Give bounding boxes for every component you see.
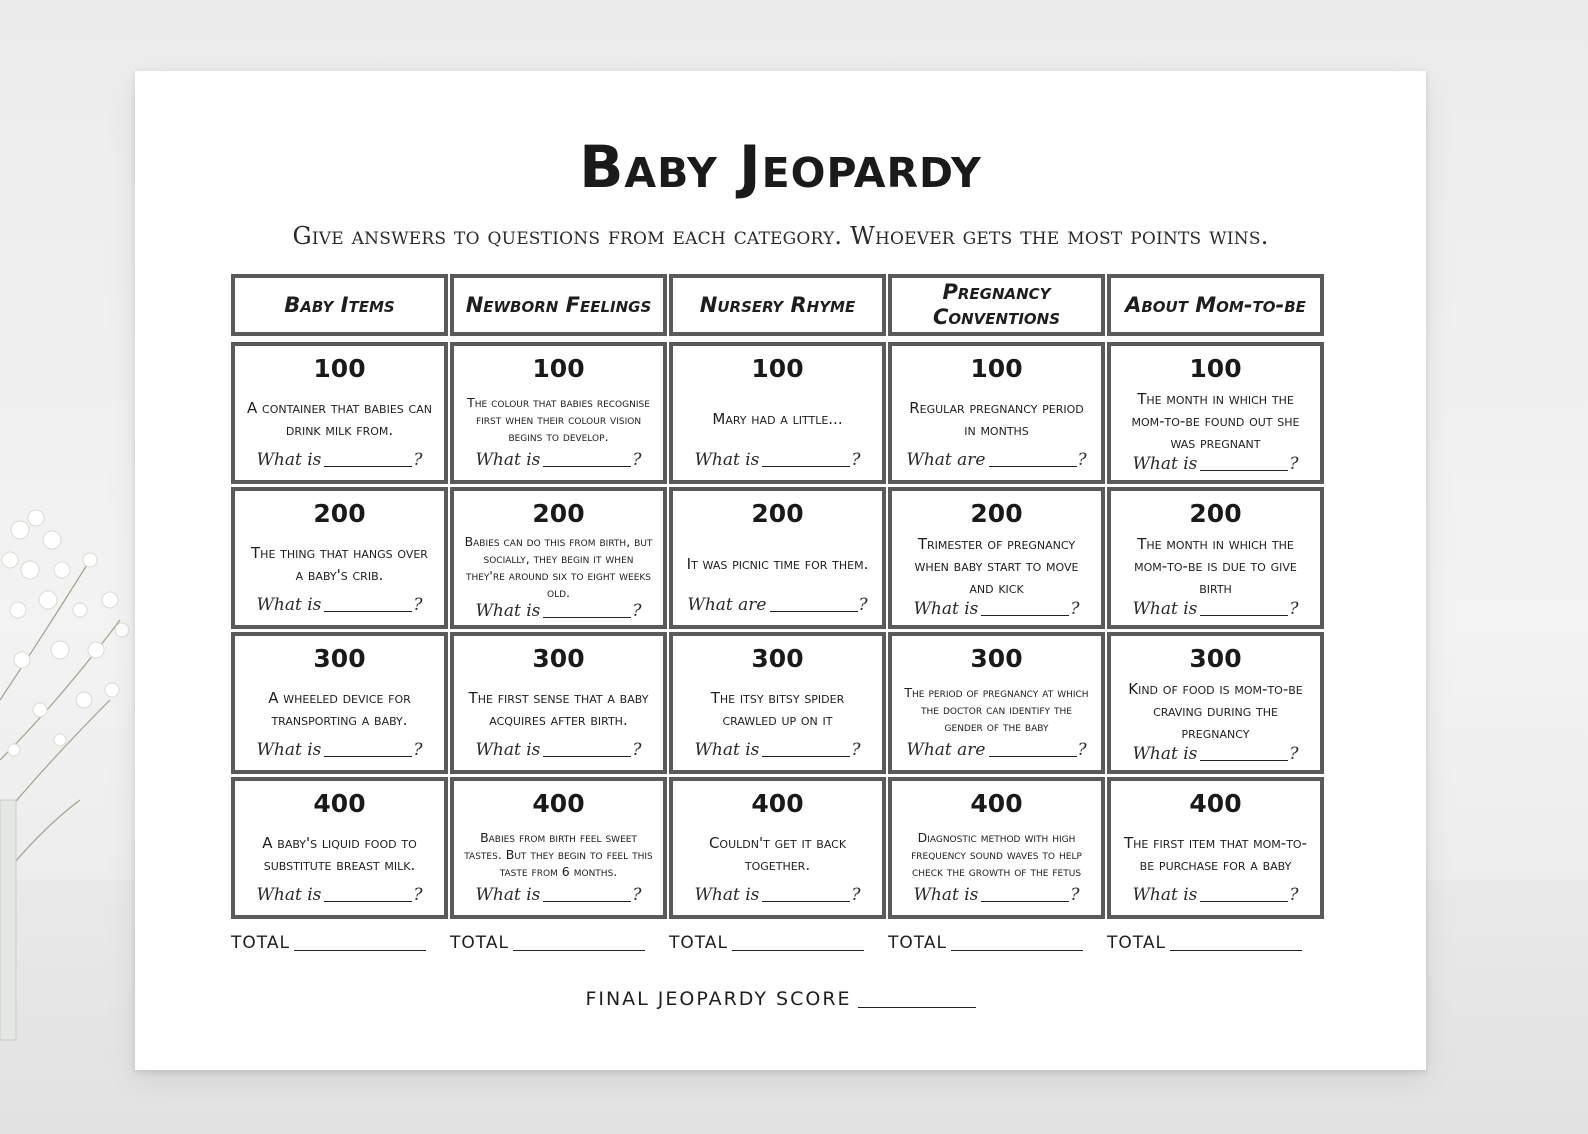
- question-card[interactable]: [231, 487, 448, 629]
- question-card[interactable]: [450, 342, 667, 484]
- point-value: 100: [1189, 354, 1242, 383]
- answer-question-mark: ?: [1289, 885, 1299, 905]
- clue-text: Babies from birth feel sweet tastes. But they begin to feel this taste from 6 months.: [464, 829, 653, 879]
- answer-blank[interactable]: [770, 611, 858, 612]
- point-value: 100: [313, 354, 366, 383]
- answer-question-mark: ?: [851, 450, 861, 470]
- category-header: Baby Items: [231, 274, 448, 336]
- answer-question-mark: ?: [1077, 450, 1087, 470]
- answer-prompt[interactable]: [1132, 599, 1298, 619]
- point-value: 400: [313, 789, 366, 818]
- answer-label: What is: [475, 601, 541, 621]
- answer-question-mark: ?: [1070, 599, 1080, 619]
- answer-blank[interactable]: [324, 466, 412, 467]
- points-row-400: [231, 777, 1326, 919]
- answer-label: What is: [1132, 885, 1198, 905]
- point-value: 100: [751, 354, 804, 383]
- answer-blank[interactable]: [1200, 760, 1288, 761]
- answer-blank[interactable]: [762, 901, 850, 902]
- total-field[interactable]: TOTAL: [450, 933, 645, 953]
- answer-blank[interactable]: [981, 901, 1069, 902]
- answer-prompt[interactable]: [913, 599, 1079, 619]
- total-field[interactable]: TOTAL: [669, 933, 864, 953]
- question-card[interactable]: [450, 487, 667, 629]
- clue-text: Diagnostic method with high frequency sound waves to help check the growth of the fetus: [911, 829, 1082, 879]
- clue-text: The month in which the mom-to-be found out she was pregnant: [1131, 390, 1300, 452]
- question-card[interactable]: [888, 342, 1105, 484]
- total-field[interactable]: TOTAL: [231, 933, 426, 953]
- category-header: About Mom-to-be: [1107, 274, 1324, 336]
- point-value: 200: [313, 499, 366, 528]
- answer-question-mark: ?: [413, 450, 423, 470]
- answer-prompt[interactable]: [256, 885, 422, 905]
- total-field[interactable]: TOTAL: [888, 933, 1083, 953]
- point-value: 200: [532, 499, 585, 528]
- answer-question-mark: ?: [413, 740, 423, 760]
- clue-text: Kind of food is mom-to-be craving during the pregnancy: [1128, 680, 1303, 742]
- answer-question-mark: ?: [413, 595, 423, 615]
- totals-row: [231, 933, 1326, 963]
- answer-label: What are: [906, 450, 986, 470]
- clue-text: The first item that mom-to-be purchase for a baby: [1124, 834, 1307, 874]
- final-score-field[interactable]: FINAL JEOPARDY SCORE: [135, 988, 1426, 1010]
- question-card[interactable]: [1107, 342, 1324, 484]
- answer-question-mark: ?: [1289, 744, 1299, 764]
- question-card[interactable]: [1107, 487, 1324, 629]
- answer-prompt[interactable]: [475, 601, 641, 621]
- answer-blank[interactable]: [324, 611, 412, 612]
- clue-text: Trimester of pregnancy when baby start to move and kick: [914, 535, 1079, 597]
- category-header: Pregnancy Conventions: [888, 274, 1105, 336]
- clue-text: The colour that babies recognise first when their colour vision begins to develop.: [467, 394, 650, 444]
- page-title: Baby Jeopardy: [579, 133, 982, 201]
- clue-text: The thing that hangs over a baby's crib.: [251, 544, 428, 584]
- clue-text: The itsy bitsy spider crawled up on it: [710, 689, 845, 729]
- answer-question-mark: ?: [858, 595, 868, 615]
- question-card[interactable]: [888, 487, 1105, 629]
- point-value: 300: [751, 644, 804, 673]
- answer-prompt[interactable]: [475, 885, 641, 905]
- point-value: 400: [1189, 789, 1242, 818]
- answer-prompt[interactable]: [694, 885, 860, 905]
- answer-label: What is: [694, 740, 760, 760]
- point-value: 300: [313, 644, 366, 673]
- question-card[interactable]: [669, 487, 886, 629]
- answer-blank[interactable]: [324, 756, 412, 757]
- answer-question-mark: ?: [632, 740, 642, 760]
- answer-prompt[interactable]: [1132, 454, 1298, 474]
- answer-blank[interactable]: [989, 756, 1077, 757]
- answer-prompt[interactable]: [694, 740, 860, 760]
- question-card[interactable]: [231, 342, 448, 484]
- question-card[interactable]: [669, 777, 886, 919]
- answer-question-mark: ?: [413, 885, 423, 905]
- points-row-100: [231, 342, 1326, 484]
- category-header: Newborn Feelings: [450, 274, 667, 336]
- answer-prompt[interactable]: [1132, 744, 1298, 764]
- answer-label: What is: [694, 450, 760, 470]
- question-card[interactable]: [450, 632, 667, 774]
- answer-blank[interactable]: [1200, 615, 1288, 616]
- answer-label: What are: [687, 595, 767, 615]
- point-value: 100: [532, 354, 585, 383]
- answer-label: What is: [475, 450, 541, 470]
- answer-prompt[interactable]: [1132, 885, 1298, 905]
- answer-prompt[interactable]: [694, 450, 860, 470]
- point-value: 400: [532, 789, 585, 818]
- answer-question-mark: ?: [1070, 885, 1080, 905]
- point-value: 300: [1189, 644, 1242, 673]
- answer-blank[interactable]: [543, 466, 631, 467]
- clue-text: Babies can do this from birth, but socially, they begin it when they're around six to eight weeks old.: [464, 534, 653, 600]
- answer-label: What is: [256, 450, 322, 470]
- clue-text: The period of pregnancy at which the doctor can identify the gender of the baby: [904, 684, 1089, 734]
- clue-text: A wheeled device for transporting a baby.: [268, 689, 411, 729]
- answer-prompt[interactable]: [475, 450, 641, 470]
- clue-text: A baby's liquid food to substitute breast milk.: [262, 834, 417, 874]
- clue-text: The first sense that a baby acquires after birth.: [468, 689, 649, 729]
- point-value: 200: [970, 499, 1023, 528]
- question-card[interactable]: [1107, 777, 1324, 919]
- jeopardy-grid: [231, 274, 1326, 905]
- answer-blank[interactable]: [543, 756, 631, 757]
- jeopardy-sheet: [135, 71, 1426, 1070]
- answer-question-mark: ?: [851, 740, 861, 760]
- question-card[interactable]: [669, 342, 886, 484]
- answer-prompt[interactable]: [906, 740, 1086, 760]
- answer-label: What is: [256, 740, 322, 760]
- answer-question-mark: ?: [1289, 599, 1299, 619]
- clue-text: A container that babies can drink milk from.: [247, 399, 432, 439]
- answer-blank[interactable]: [981, 615, 1069, 616]
- points-row-200: [231, 487, 1326, 629]
- question-card[interactable]: [1107, 632, 1324, 774]
- points-row-300: [231, 632, 1326, 774]
- answer-prompt[interactable]: [256, 740, 422, 760]
- answer-label: What is: [913, 885, 979, 905]
- clue-text: Mary had a little...: [712, 410, 843, 428]
- clue-text: It was picnic time for them.: [686, 555, 869, 573]
- answer-label: What is: [475, 740, 541, 760]
- babys-breath-flowers: [0, 500, 140, 1060]
- answer-label: What is: [256, 595, 322, 615]
- answer-label: What is: [1132, 744, 1198, 764]
- category-header: Nursery Rhyme: [669, 274, 886, 336]
- answer-blank[interactable]: [762, 466, 850, 467]
- question-card[interactable]: [450, 777, 667, 919]
- answer-question-mark: ?: [1077, 740, 1087, 760]
- answer-question-mark: ?: [632, 601, 642, 621]
- answer-blank[interactable]: [1200, 901, 1288, 902]
- answer-question-mark: ?: [851, 885, 861, 905]
- answer-blank[interactable]: [1200, 470, 1288, 471]
- point-value: 300: [532, 644, 585, 673]
- answer-prompt[interactable]: [256, 450, 422, 470]
- total-field[interactable]: TOTAL: [1107, 933, 1302, 953]
- answer-label: What is: [475, 885, 541, 905]
- answer-label: What is: [256, 885, 322, 905]
- answer-label: What is: [694, 885, 760, 905]
- answer-prompt[interactable]: [913, 885, 1079, 905]
- answer-blank[interactable]: [989, 466, 1077, 467]
- answer-prompt[interactable]: [475, 740, 641, 760]
- answer-question-mark: ?: [1289, 454, 1299, 474]
- category-header-row: [231, 274, 1326, 336]
- point-value: 300: [970, 644, 1023, 673]
- question-card[interactable]: [888, 777, 1105, 919]
- question-card[interactable]: [231, 777, 448, 919]
- answer-blank[interactable]: [543, 901, 631, 902]
- instructions: Give answers to questions from each category. Whoever gets the most points wins.: [292, 222, 1269, 250]
- question-card[interactable]: [888, 632, 1105, 774]
- answer-blank[interactable]: [543, 617, 631, 618]
- answer-blank[interactable]: [324, 901, 412, 902]
- answer-label: What are: [906, 740, 986, 760]
- point-value: 200: [751, 499, 804, 528]
- answer-prompt[interactable]: [906, 450, 1086, 470]
- answer-prompt[interactable]: [256, 595, 422, 615]
- answer-question-mark: ?: [632, 885, 642, 905]
- answer-prompt[interactable]: [687, 595, 867, 615]
- clue-text: The month in which the mom-to-be is due to give birth: [1134, 535, 1297, 597]
- answer-label: What is: [1132, 454, 1198, 474]
- clue-text: Couldn't get it back together.: [708, 834, 847, 874]
- answer-blank[interactable]: [762, 756, 850, 757]
- question-card[interactable]: [231, 632, 448, 774]
- point-value: 400: [970, 789, 1023, 818]
- point-value: 400: [751, 789, 804, 818]
- answer-question-mark: ?: [632, 450, 642, 470]
- question-card[interactable]: [669, 632, 886, 774]
- answer-label: What is: [1132, 599, 1198, 619]
- point-value: 100: [970, 354, 1023, 383]
- point-value: 200: [1189, 499, 1242, 528]
- answer-label: What is: [913, 599, 979, 619]
- clue-text: Regular pregnancy period in months: [909, 399, 1084, 439]
